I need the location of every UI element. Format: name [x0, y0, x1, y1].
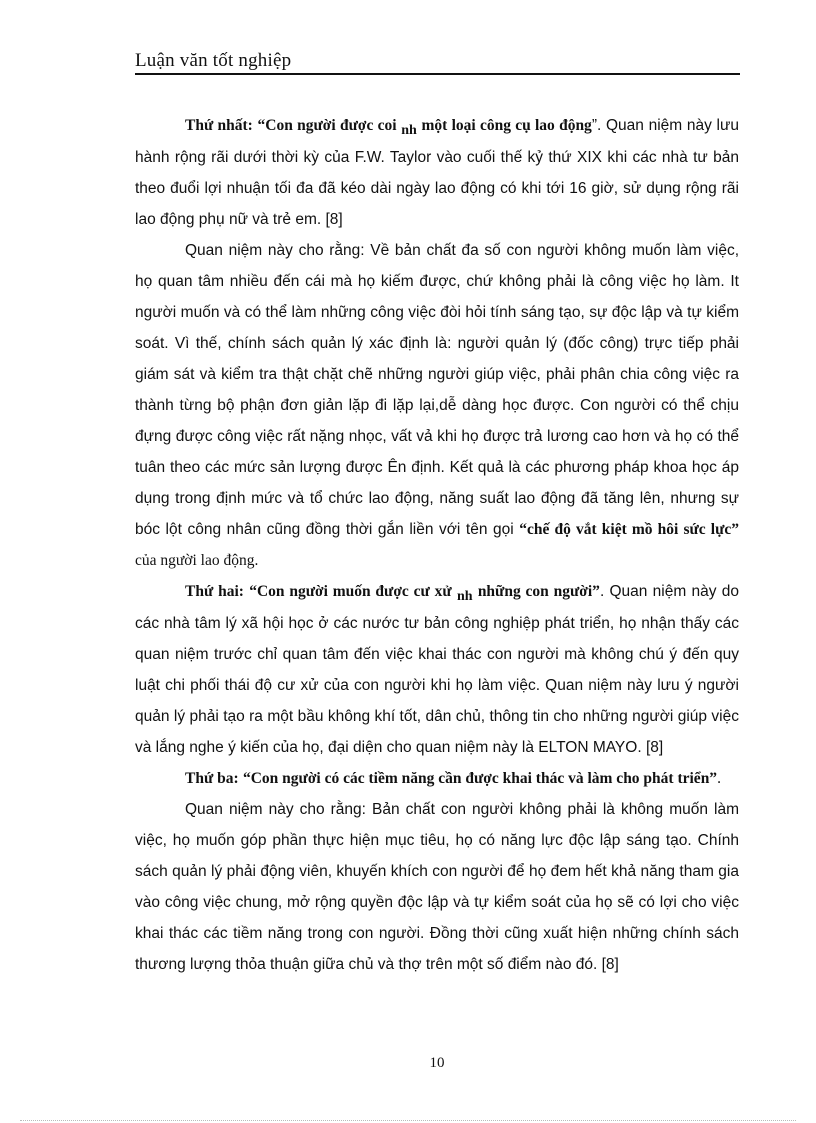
- document-header-title: Luận văn tốt nghiệp: [135, 50, 292, 71]
- document-body: [135, 110, 739, 980]
- header-rule: [135, 73, 740, 75]
- third-view-explanation-text: Quan niệm này cho rằng: Bản chất con người không phải là không muốn làm việc, họ muốn góp phần thực hiện mục tiêu, họ có năng lực độc lập sáng tạo. Chính sách quản lý phải động viên, khuyến khích con người để họ đem hết khả năng tham gia vào công việc chung, mở rộng quyền độc lập và tự kiểm soát của họ sẽ có lợi cho việc khai thác các tiềm năng trong con người. Đồng thời cũng xuất hiện những chính sách thương lượng thỏa thuận giữa chủ và thợ trên một số điểm nào đó. [8]: [135, 801, 739, 973]
- page-bottom-divider: [20, 1120, 796, 1121]
- third-view-label: Thứ ba:: [185, 770, 239, 787]
- first-view-explanation-text: Quan niệm này cho rằng: Về bản chất đa số con người không muốn làm việc, họ quan tâm nhiều đến cái mà họ kiếm được, chứ không phải là công việc họ làm. It người muốn và có thể làm những công việc đòi hỏi tính sáng tạo, sự độc lập và tự kiểm soát. Vì thế, chính sách quản lý xác định là: người quản lý (đốc công) trực tiếp phải giám sát và kiểm tra thật chặt chẽ những người giúp việc, phải phân chia công việc ra thành từng bộ phận đơn giản lặp đi lặp lại,dễ dàng học được. Con người có thể chịu đựng được công việc rất nặng nhọc, vất vả khi họ được trả lương cao hơn và họ có thể tuân theo các mức sản lượng được Ên định. Kết quả là các phương pháp khoa học áp dụng trong định mức và tổ chức lao động, năng suất lao động đã tăng lên, nhưng sự bóc lột công nhân cũng đồng thời gắn liền với tên gọi: [135, 242, 739, 538]
- second-view-heading-b: những con người”: [477, 583, 600, 600]
- second-view-label: Thứ hai:: [185, 583, 244, 600]
- third-view-text: .: [717, 770, 721, 787]
- first-view-explanation-bold: “chế độ vắt kiệt mồ hôi sức lực”: [519, 521, 740, 538]
- paragraph-third-view: [135, 763, 739, 794]
- paragraph-second-view: [135, 576, 739, 763]
- first-view-explanation-tail: của người lao động.: [135, 552, 259, 569]
- second-view-heading-a: “Con người muốn được cư xử: [249, 583, 452, 600]
- second-view-nh: nh: [456, 589, 473, 604]
- paragraph-third-view-explanation: [135, 794, 739, 980]
- paragraph-first-view: [135, 110, 739, 235]
- first-view-text: ”. Quan niệm này lưu hành rộng rãi dưới thời kỳ của F.W. Taylor vào cuối thế kỷ thứ XIX khi các nhà tư bản theo đuổi lợi nhuận tối đa đã kéo dài ngày lao động có khi tới 16 giờ, sử dụng rộng rãi lao động phụ nữ và trẻ em. [8]: [135, 117, 740, 228]
- paragraph-first-view-explanation: [135, 235, 739, 576]
- first-view-heading-b: một loại công cụ lao động: [421, 117, 592, 134]
- first-view-heading-a: “Con người được coi: [257, 117, 397, 134]
- first-view-label: Thứ nhất:: [185, 117, 253, 134]
- second-view-text: . Quan niệm này do các nhà tâm lý xã hội học ở các nước tư bản công nghiệp phát triển, họ nhận thấy các quan niệm trước chỉ quan tâm đến việc khai thác con người mà không chú ý đến quy luật chi phối thái độ cư xử của con người khi họ làm việc. Quan niệm này lưu ý người quản lý phải tạo ra một bầu không khí tốt, dân chủ, thông tin cho những người giúp việc và lắng nghe ý kiến của họ, đại diện cho quan niệm này là ELTON MAYO. [8]: [135, 583, 740, 756]
- third-view-heading: “Con người có các tiềm năng cần được khai thác và làm cho phát triển”: [242, 770, 718, 787]
- first-view-nh: nh: [401, 123, 417, 138]
- page-number: 10: [429, 1055, 445, 1071]
